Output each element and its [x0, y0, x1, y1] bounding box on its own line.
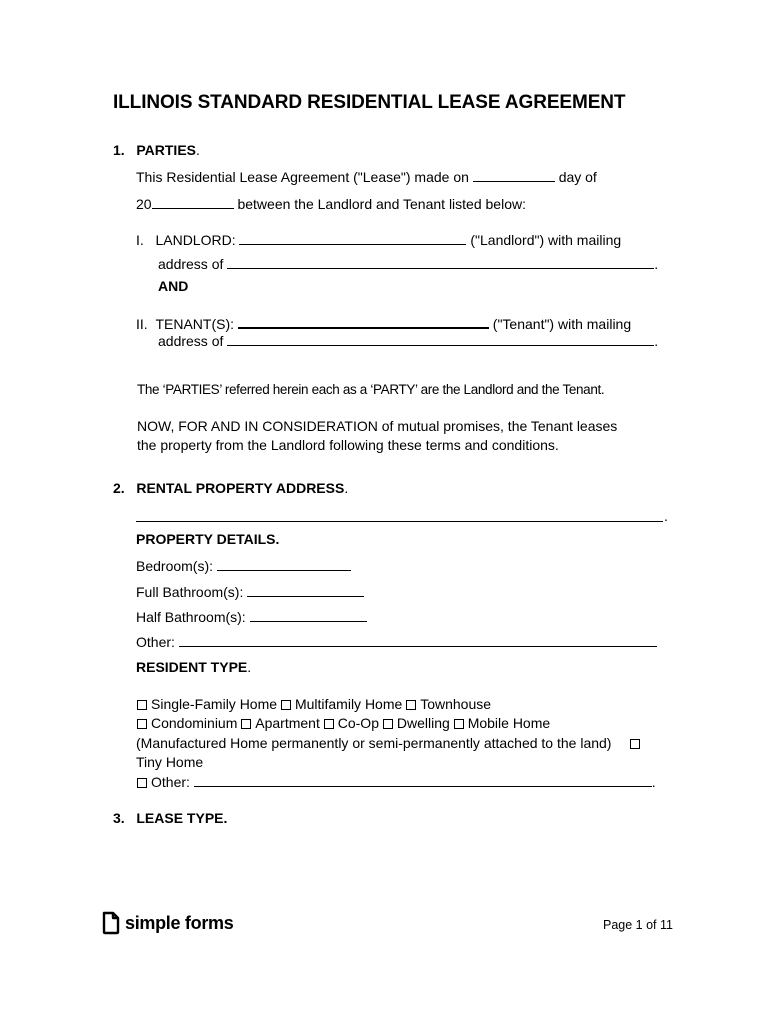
landlord-name-field[interactable]	[239, 231, 466, 245]
section-number: 3.	[113, 810, 125, 826]
other-details-field[interactable]	[179, 633, 657, 647]
townhouse-checkbox[interactable]	[406, 700, 416, 710]
single-family-checkbox[interactable]	[137, 700, 147, 710]
tenant-address-field[interactable]	[227, 332, 654, 346]
section-number: 2.	[113, 480, 125, 496]
resident-types-row-2: Condominium Apartment Co-Op Dwelling Mobile Home	[137, 715, 550, 731]
resident-type-heading: RESIDENT TYPE.	[136, 659, 252, 675]
tenant-address-line: address of .	[158, 333, 659, 349]
section-1-heading: 1. PARTIES.	[113, 142, 200, 158]
consideration-line-1: NOW, FOR AND IN CONSIDERATION of mutual promises, the Tenant leases	[137, 418, 618, 434]
section-3-heading	[113, 810, 227, 826]
half-bathrooms-field[interactable]	[250, 608, 367, 622]
date-blank-field[interactable]	[473, 168, 555, 182]
other-type-line: Other: .	[137, 773, 656, 790]
half-bathrooms-line: Half Bathroom(s):	[136, 608, 367, 625]
bedrooms-field[interactable]	[217, 557, 351, 571]
other-type-field[interactable]	[194, 773, 652, 787]
rental-address-field[interactable]	[136, 521, 663, 522]
other-details-line: Other:	[136, 633, 657, 650]
document-icon	[101, 911, 121, 935]
bedrooms-line: Bedroom(s):	[136, 557, 351, 574]
page-number: Page 1 of 11	[603, 918, 673, 932]
year-blank-field[interactable]	[152, 195, 234, 209]
multifamily-checkbox[interactable]	[281, 700, 291, 710]
logo-text: simple forms	[125, 912, 234, 933]
simple-forms-logo	[101, 911, 233, 935]
tenant-line: II. TENANT(S): ("Tenant") with mailing	[136, 316, 632, 332]
landlord-address-field[interactable]	[227, 255, 654, 269]
tiny-home-label: Tiny Home	[136, 754, 204, 770]
section-title: RENTAL PROPERTY ADDRESS	[136, 480, 345, 496]
full-bathrooms-field[interactable]	[247, 583, 364, 597]
resident-types-row-1: Single-Family Home Multifamily Home Townhouse	[137, 696, 491, 712]
lease-year-line: 20 between the Landlord and Tenant listed below:	[136, 196, 526, 212]
full-bathrooms-line: Full Bathroom(s):	[136, 583, 364, 600]
period: .	[664, 508, 668, 524]
section-number: 1.	[113, 142, 125, 158]
mobile-home-checkbox[interactable]	[454, 719, 464, 729]
manufactured-home-line: (Manufactured Home permanently or semi-permanently attached to the land)	[136, 735, 612, 751]
tiny-home-checkbox[interactable]	[630, 735, 640, 751]
condominium-checkbox[interactable]	[137, 719, 147, 729]
section-title: LEASE TYPE.	[136, 810, 228, 826]
landlord-address-line: address of .	[158, 256, 659, 272]
landlord-line: I. LANDLORD: ("Landlord") with mailing	[136, 232, 622, 248]
other-type-checkbox[interactable]	[137, 778, 147, 788]
dwelling-checkbox[interactable]	[383, 719, 393, 729]
section-title: PARTIES	[136, 142, 196, 158]
and-label: AND	[158, 278, 189, 294]
tenant-name-field[interactable]	[238, 314, 489, 329]
property-details-heading: PROPERTY DETAILS.	[136, 531, 280, 547]
co-op-checkbox[interactable]	[324, 719, 334, 729]
section-2-heading: 2. RENTAL PROPERTY ADDRESS.	[113, 480, 349, 496]
apartment-checkbox[interactable]	[241, 719, 251, 729]
lease-date-line: This Residential Lease Agreement ("Lease") made on day of	[136, 169, 597, 185]
consideration-line-2: the property from the Landlord following these terms and conditions.	[137, 437, 559, 453]
document-title: ILLINOIS STANDARD RESIDENTIAL LEASE AGREEMENT	[113, 92, 626, 113]
parties-note: The ‘PARTIES’ referred herein each as a ‘PARTY’ are the Landlord and the Tenant.	[137, 382, 605, 397]
